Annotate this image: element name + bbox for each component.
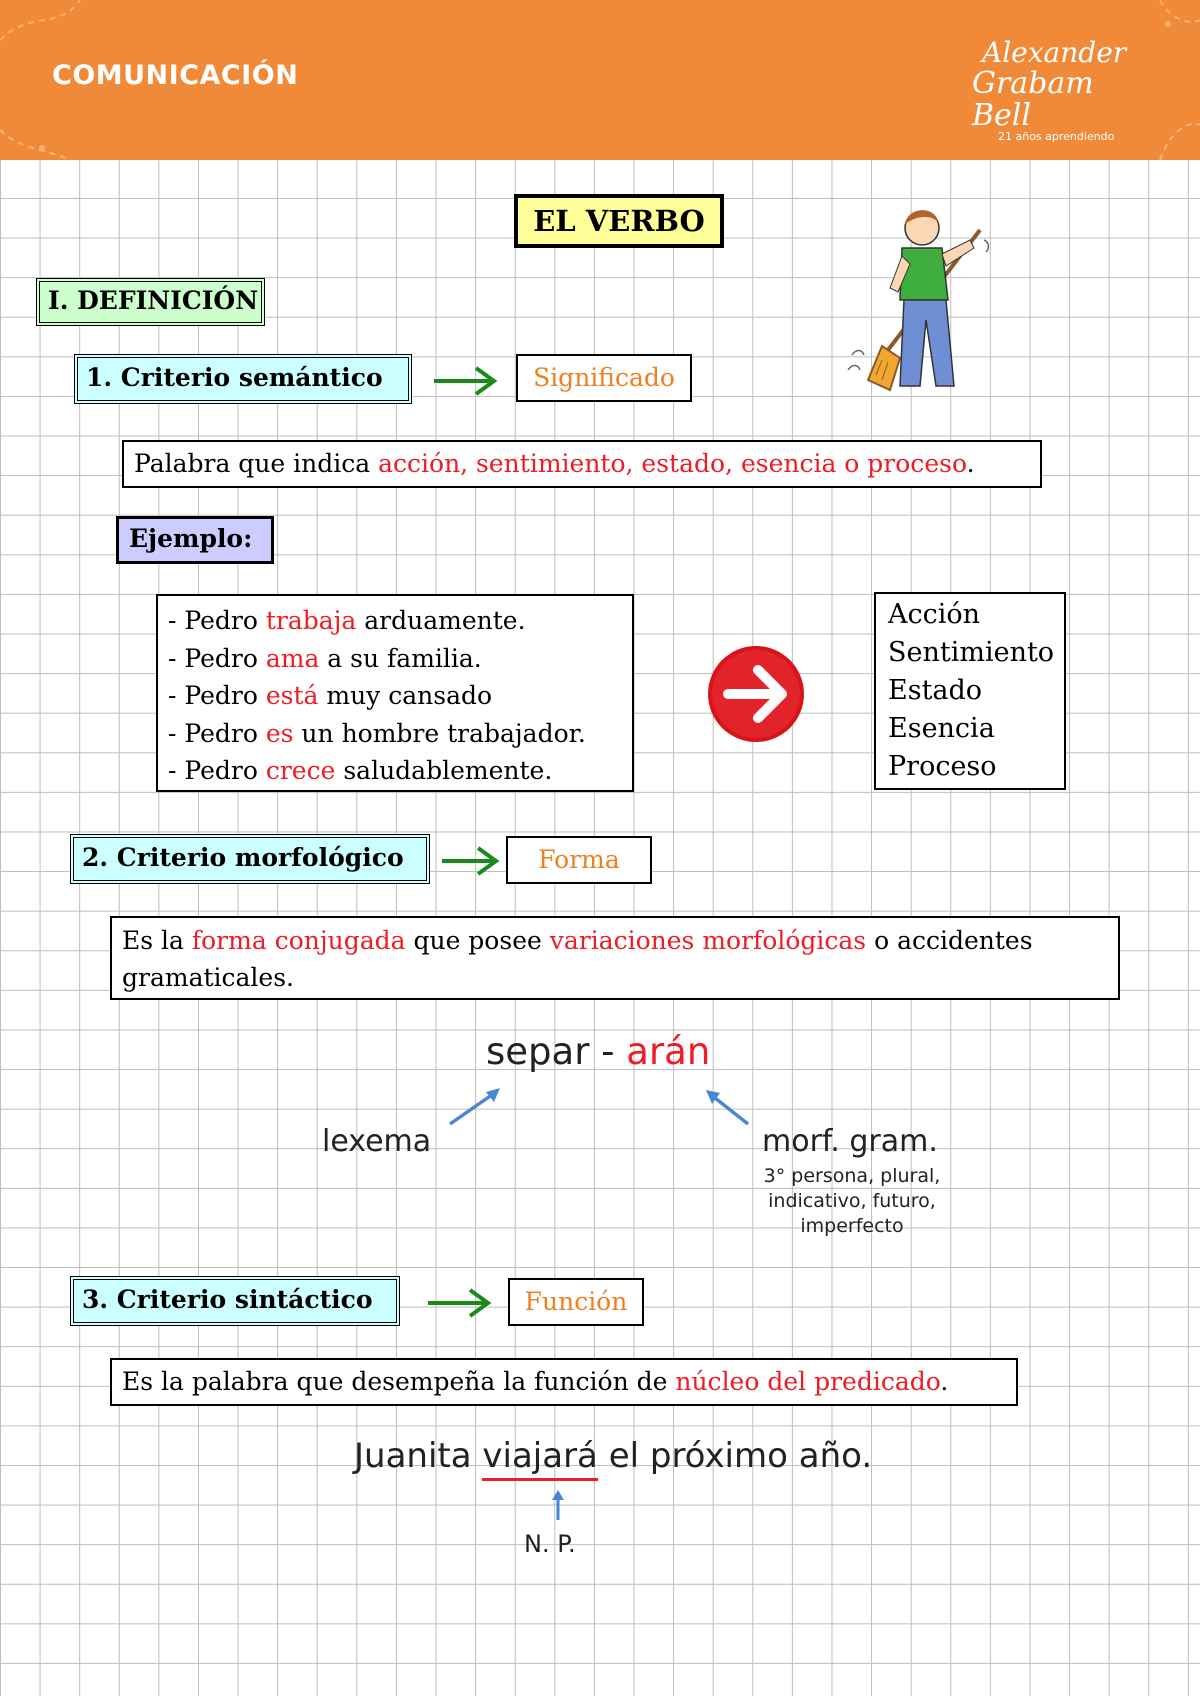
morpheme-detail bbox=[752, 1164, 952, 1239]
sentence-text: Juanita bbox=[354, 1436, 483, 1476]
header-banner bbox=[0, 0, 1200, 160]
example-line bbox=[168, 677, 632, 715]
morpheme-detail-line: 3° persona, plural, bbox=[763, 1165, 941, 1187]
example-verb: crece bbox=[265, 756, 336, 785]
verb-type: Proceso bbox=[888, 751, 997, 782]
example-text: a su familia. bbox=[319, 643, 482, 673]
example-verb: trabaja bbox=[265, 606, 357, 635]
page-title: EL VERBO bbox=[514, 194, 724, 248]
lexeme-text: separ bbox=[486, 1030, 590, 1073]
subject-title: COMUNICACIÓN bbox=[52, 60, 299, 91]
syntactic-target-box: Función bbox=[508, 1278, 644, 1326]
verb-type: Esencia bbox=[888, 713, 995, 744]
definition-highlight: forma conjugada bbox=[191, 926, 406, 955]
red-circle-arrow-icon bbox=[706, 644, 806, 744]
definition-line: gramaticales. bbox=[122, 963, 294, 992]
example-verb: está bbox=[265, 681, 319, 710]
verb-type: Acción bbox=[888, 599, 981, 630]
morpheme-text: arán bbox=[626, 1030, 711, 1073]
syntactic-definition bbox=[110, 1358, 1018, 1406]
sentence-verb: viajará bbox=[482, 1436, 598, 1481]
arrow-right-icon bbox=[430, 364, 502, 398]
morphologic-target-box: Forma bbox=[506, 836, 652, 884]
arrow-right-icon bbox=[438, 844, 504, 878]
example-sentence bbox=[354, 1436, 872, 1476]
morpheme-detail-line: indicativo, futuro, bbox=[768, 1190, 936, 1212]
example-line bbox=[168, 602, 632, 640]
example-text: un hombre trabajador. bbox=[293, 718, 586, 748]
criterion-morphologic-label: 2. Criterio morfológico bbox=[70, 834, 430, 884]
example-label: Ejemplo: bbox=[116, 516, 274, 564]
definition-text: Palabra que indica bbox=[134, 449, 379, 478]
example-verb: ama bbox=[265, 643, 320, 673]
logo-tagline: 21 años aprendiendo bbox=[998, 130, 1115, 143]
semantic-definition bbox=[122, 440, 1042, 488]
up-arrow-icon bbox=[548, 1488, 568, 1522]
verb-type: Estado bbox=[888, 675, 983, 706]
morpheme-label: morf. gram. bbox=[762, 1124, 938, 1159]
logo-line-2: Grabam Bell bbox=[972, 66, 1094, 133]
example-line bbox=[168, 752, 632, 790]
example-text: - Pedro bbox=[168, 718, 266, 748]
example-text: arduamente. bbox=[356, 606, 526, 635]
example-text: muy cansado bbox=[318, 681, 493, 710]
definition-text: o accidentes bbox=[866, 926, 1033, 955]
verb-type: Sentimiento bbox=[888, 637, 1055, 668]
arrow-right-icon bbox=[424, 1286, 496, 1320]
section-heading: I. DEFINICIÓN bbox=[36, 278, 265, 326]
example-line bbox=[168, 640, 632, 678]
definition-highlight: variaciones morfológicas bbox=[549, 926, 867, 955]
example-text: - Pedro bbox=[168, 643, 266, 673]
boy-sweeping-illustration bbox=[830, 200, 1000, 400]
morphologic-definition bbox=[110, 916, 1120, 1000]
sentence-text: el próximo año. bbox=[597, 1436, 873, 1476]
criterion-semantic-label: 1. Criterio semántico bbox=[74, 354, 412, 404]
word-breakdown bbox=[486, 1030, 710, 1073]
definition-highlight: núcleo del predicado bbox=[675, 1367, 941, 1396]
example-text: - Pedro bbox=[168, 681, 266, 710]
np-label: N. P. bbox=[524, 1530, 576, 1558]
verb-types-box bbox=[874, 592, 1066, 790]
example-line bbox=[168, 715, 632, 753]
separator-text: - bbox=[589, 1030, 627, 1073]
semantic-target-box: Significado bbox=[516, 354, 692, 402]
school-logo bbox=[972, 38, 1152, 143]
definition-text: . bbox=[940, 1367, 949, 1396]
definition-text: que posee bbox=[405, 926, 550, 955]
definition-line bbox=[122, 922, 1118, 959]
criterion-syntactic-label: 3. Criterio sintáctico bbox=[70, 1276, 400, 1326]
examples-box bbox=[156, 594, 634, 792]
example-text: - Pedro bbox=[168, 756, 266, 785]
example-text: - Pedro bbox=[168, 606, 266, 635]
example-text: saludablemente. bbox=[335, 756, 553, 785]
definition-highlight: acción, sentimiento, estado, esencia o proceso bbox=[378, 449, 967, 478]
definition-text: . bbox=[966, 449, 975, 478]
morpheme-detail-line: imperfecto bbox=[800, 1215, 904, 1237]
definition-text: Es la bbox=[122, 926, 192, 955]
example-verb: es bbox=[265, 718, 294, 748]
lexeme-label: lexema bbox=[322, 1124, 432, 1159]
pointer-arrows bbox=[440, 1084, 760, 1130]
logo-line-1: Alexander bbox=[982, 36, 1127, 69]
definition-text: Es la palabra que desempeña la función de bbox=[122, 1367, 676, 1396]
